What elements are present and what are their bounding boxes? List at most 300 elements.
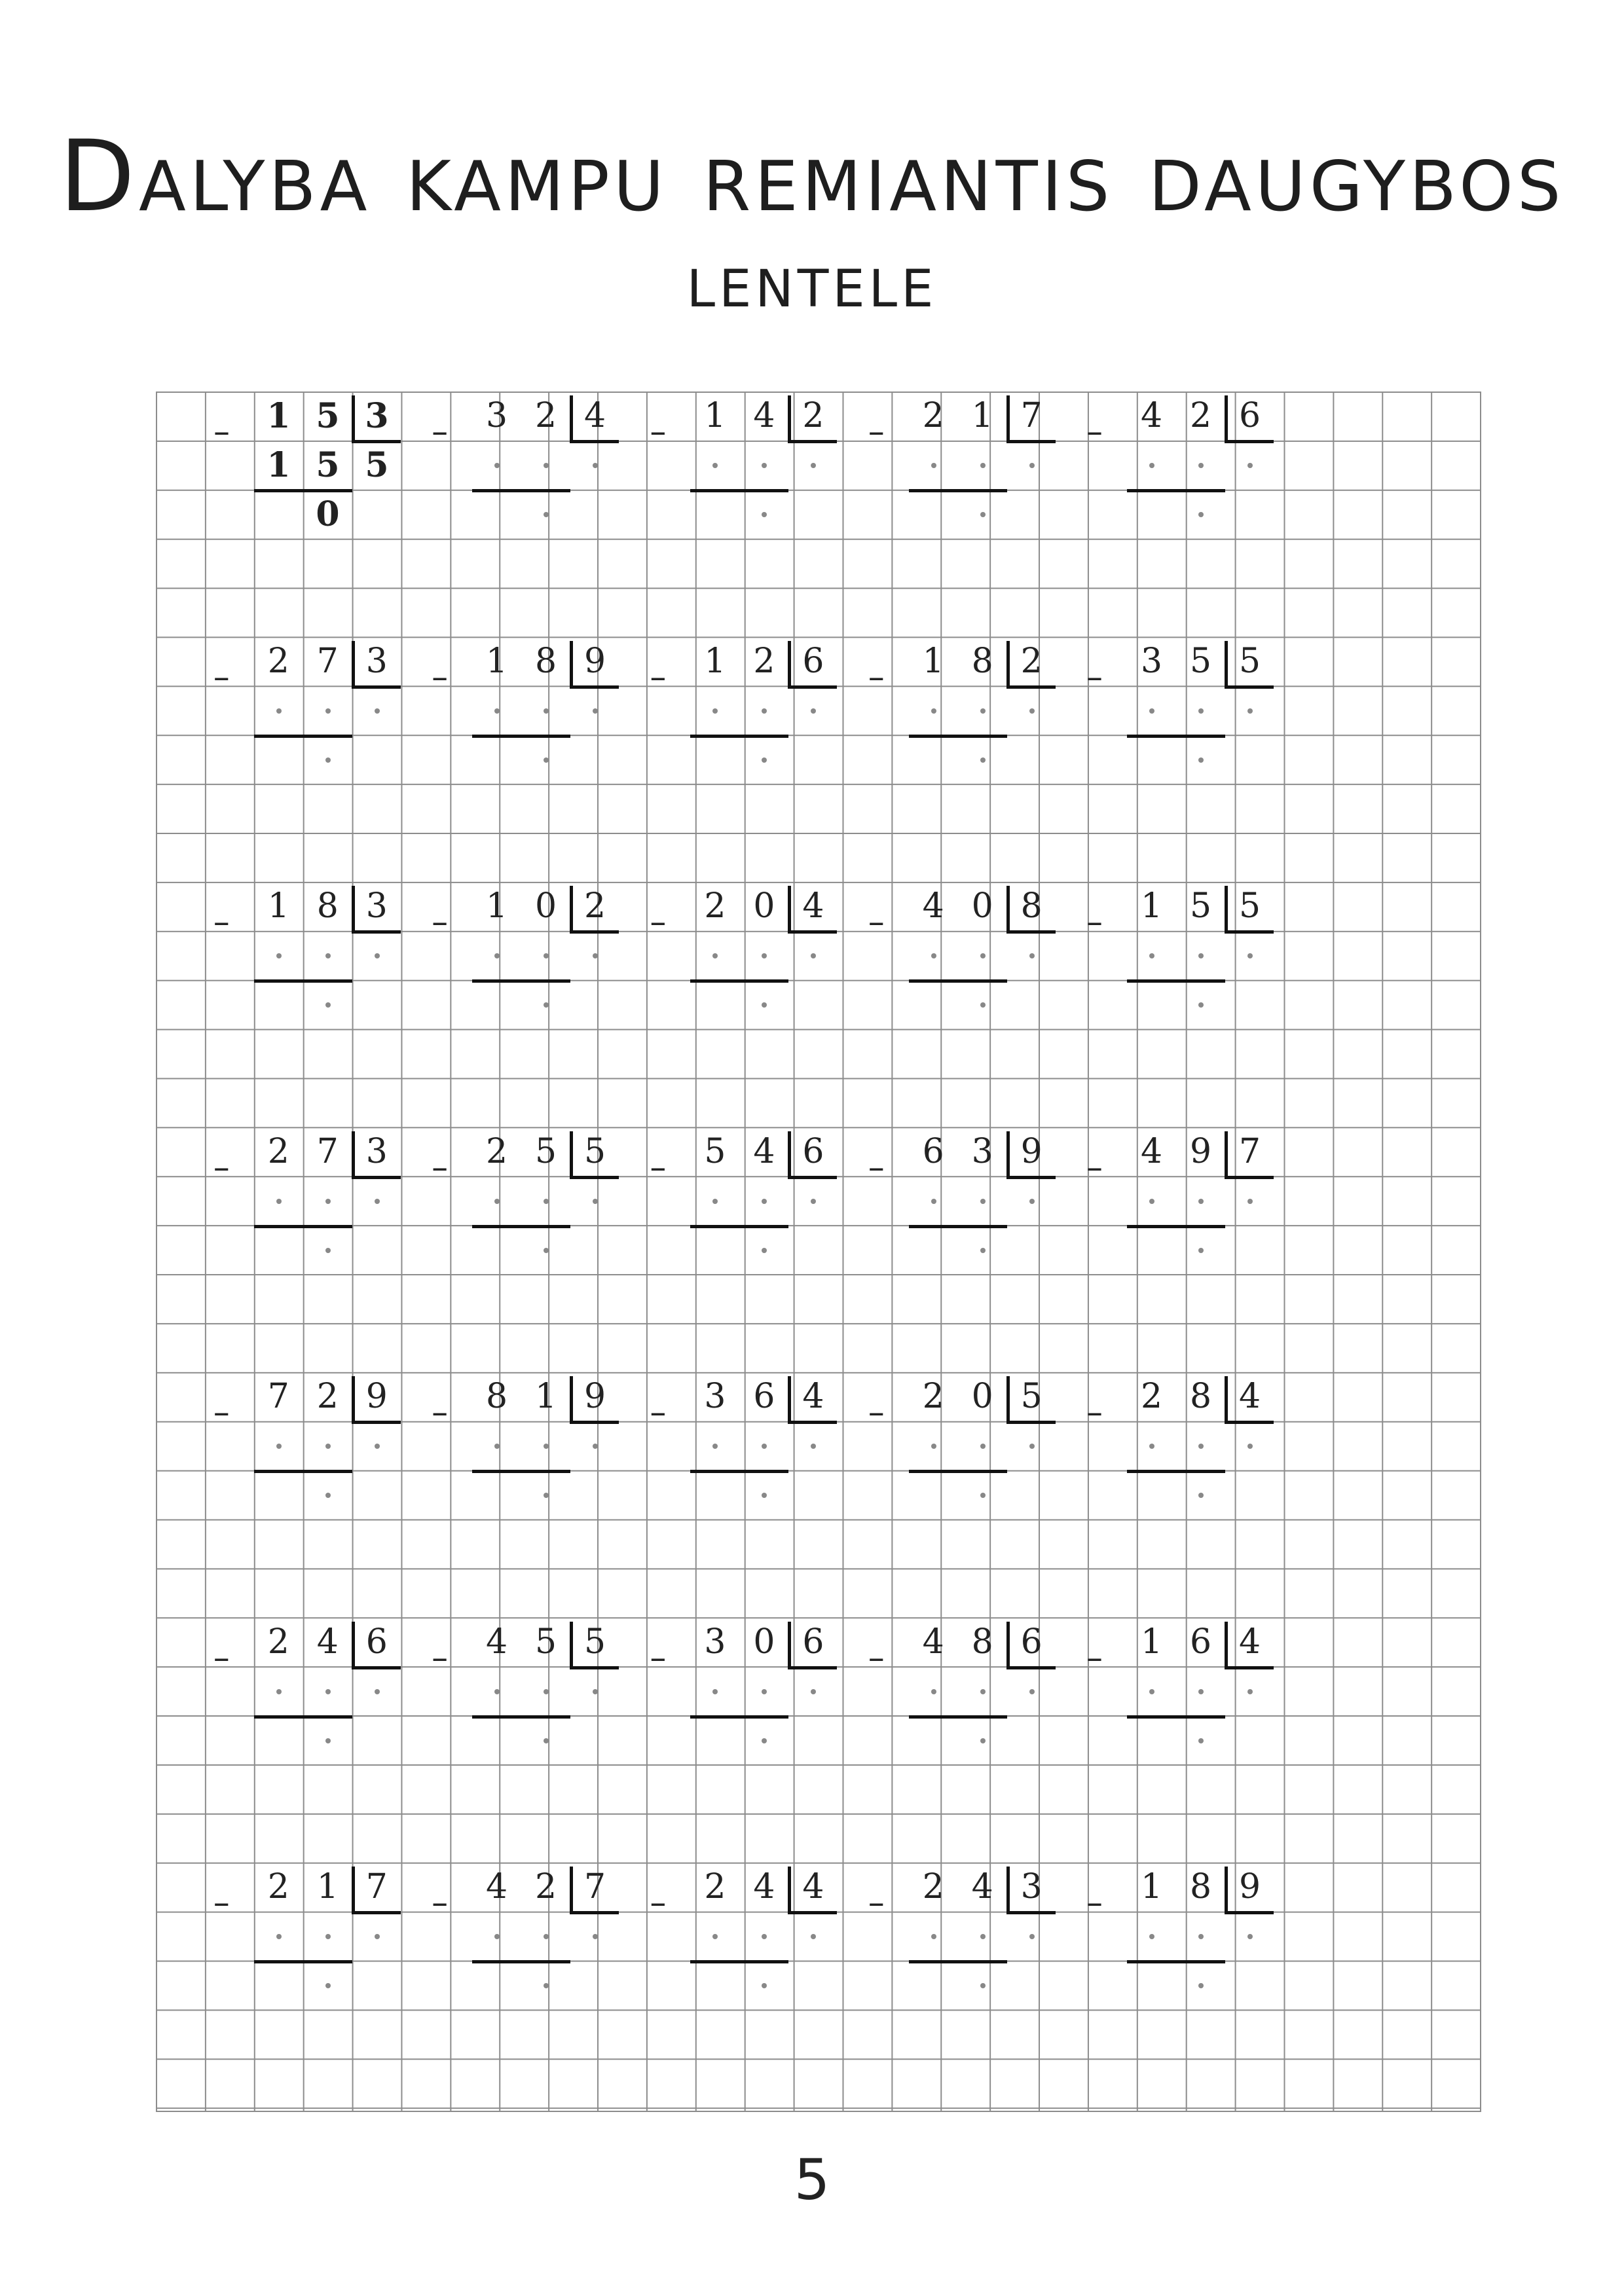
grid-paper [156, 392, 1481, 2112]
divisor-underline [570, 1421, 619, 1424]
dividend-digit: 0 [971, 886, 993, 926]
placeholder-dot [980, 1738, 986, 1743]
divisor: 8 [1020, 886, 1043, 926]
division-problem [868, 1618, 1105, 1765]
minus-sign: – [213, 1148, 230, 1186]
placeholder-dot [544, 708, 549, 714]
divisor-underline [1006, 440, 1056, 443]
division-bar [352, 886, 355, 933]
placeholder-dot [931, 1934, 936, 1939]
division-problem [1086, 1127, 1323, 1275]
subtraction-line [254, 979, 352, 983]
divisor-underline [1006, 1421, 1056, 1424]
subtraction-line [472, 489, 570, 492]
placeholder-dot [1198, 1248, 1204, 1253]
division-bar [1006, 1376, 1010, 1423]
divisor: 9 [584, 641, 606, 681]
division-bar [352, 1376, 355, 1423]
placeholder-dot [980, 1983, 986, 1988]
minus-sign: – [432, 903, 449, 941]
divisor: 5 [1020, 1377, 1043, 1416]
dividend-digit: 4 [486, 1867, 508, 1906]
placeholder-dot [1198, 1689, 1204, 1694]
subtraction-line [1127, 1470, 1225, 1473]
subtraction-line [909, 1470, 1007, 1473]
placeholder-dot [325, 1444, 331, 1449]
dividend-digit: 3 [486, 396, 508, 435]
division-bar [1006, 1622, 1010, 1669]
divisor-underline [352, 685, 401, 689]
placeholder-dot [544, 463, 549, 468]
divisor-underline [1006, 1666, 1056, 1669]
placeholder-dot [593, 708, 598, 714]
divisor: 7 [1020, 396, 1043, 435]
remainder: 0 [316, 494, 340, 534]
placeholder-dot [325, 1983, 331, 1988]
division-problem [1086, 1372, 1323, 1520]
divisor-underline [352, 1176, 401, 1179]
placeholder-dot [980, 1002, 986, 1008]
placeholder-dot [1247, 708, 1253, 714]
subtraction-line [909, 489, 1007, 492]
placeholder-dot [544, 953, 549, 958]
dividend-digit: 5 [704, 1131, 726, 1171]
placeholder-dot [276, 1934, 282, 1939]
dividend-digit: 0 [753, 1622, 775, 1662]
division-problem [868, 637, 1105, 784]
subtraction-line [1127, 1715, 1225, 1719]
divisor: 2 [584, 886, 606, 926]
placeholder-dot [1149, 708, 1154, 714]
divisor: 4 [584, 396, 606, 435]
dividend-digit: 7 [267, 1377, 289, 1416]
subtraction-line [909, 1960, 1007, 1963]
dividend-digit: 8 [971, 641, 993, 681]
placeholder-dot [1029, 1689, 1035, 1694]
placeholder-dot [762, 463, 767, 468]
division-bar [570, 395, 573, 443]
dividend-digit: 3 [704, 1377, 726, 1416]
subtraction-line [909, 979, 1007, 983]
divisor: 6 [802, 1622, 824, 1662]
placeholder-dot [325, 1002, 331, 1008]
dividend-digit: 4 [753, 396, 775, 435]
placeholder-dot [593, 1934, 598, 1939]
dividend-digit: 3 [1140, 641, 1163, 681]
division-bar [1006, 395, 1010, 443]
division-bar [788, 641, 791, 688]
placeholder-dot [544, 757, 549, 763]
divisor-underline [570, 1911, 619, 1914]
subtraction-line [690, 735, 788, 738]
placeholder-dot [375, 1199, 380, 1204]
minus-sign: – [868, 1148, 885, 1186]
placeholder-dot [931, 708, 936, 714]
placeholder-dot [276, 1689, 282, 1694]
placeholder-dot [375, 708, 380, 714]
placeholder-dot [325, 1199, 331, 1204]
placeholder-dot [712, 463, 718, 468]
dividend-digit: 2 [316, 1377, 339, 1416]
dividend-digit: 8 [1189, 1377, 1212, 1416]
divisor: 9 [584, 1377, 606, 1416]
placeholder-dot [712, 1934, 718, 1939]
divisor: 3 [365, 641, 388, 681]
subtraction-line [909, 1225, 1007, 1228]
subtraction-line [472, 1470, 570, 1473]
division-problem [213, 1127, 451, 1275]
placeholder-dot [544, 1002, 549, 1008]
placeholder-dot [762, 1444, 767, 1449]
dividend-digit: 8 [535, 641, 557, 681]
division-problem [213, 1863, 451, 2010]
division-problem [432, 637, 669, 784]
placeholder-dot [931, 1689, 936, 1694]
division-problem [213, 882, 451, 1029]
page-title-line2: lentele [686, 239, 938, 324]
division-bar [352, 395, 355, 443]
dividend-digit: 0 [971, 1377, 993, 1416]
placeholder-dot [494, 1199, 500, 1204]
subtraction-line [1127, 1960, 1225, 1963]
minus-sign: – [1086, 1884, 1103, 1922]
subtraction-line [254, 1470, 352, 1473]
placeholder-dot [593, 1444, 598, 1449]
division-bar [1225, 886, 1228, 933]
placeholder-dot [276, 1199, 282, 1204]
divisor-underline [1006, 930, 1056, 934]
division-bar [788, 1376, 791, 1423]
placeholder-dot [494, 1934, 500, 1939]
placeholder-dot [931, 1199, 936, 1204]
placeholder-dot [593, 463, 598, 468]
placeholder-dot [1149, 1934, 1154, 1939]
placeholder-dot [1029, 1934, 1035, 1939]
placeholder-dot [980, 1199, 986, 1204]
division-problem [650, 882, 887, 1029]
dividend-digit: 2 [704, 886, 726, 926]
placeholder-dot [811, 1199, 816, 1204]
dividend-digit: 6 [1189, 1622, 1212, 1662]
divisor: 6 [1020, 1622, 1043, 1662]
placeholder-dot [494, 463, 500, 468]
subtraction-line [472, 979, 570, 983]
division-bar [788, 1622, 791, 1669]
placeholder-dot [1149, 953, 1154, 958]
minus-sign: – [650, 1393, 667, 1431]
placeholder-dot [980, 708, 986, 714]
placeholder-dot [980, 1248, 986, 1253]
subtraction-line [690, 1470, 788, 1473]
division-problem [432, 1863, 669, 2010]
placeholder-dot [980, 512, 986, 517]
dividend-digit: 7 [316, 1131, 339, 1171]
placeholder-dot [712, 1689, 718, 1694]
placeholder-dot [325, 953, 331, 958]
placeholder-dot [712, 708, 718, 714]
subtraction-line [254, 1960, 352, 1963]
subtraction-line [472, 1225, 570, 1228]
placeholder-dot [593, 1199, 598, 1204]
quotient: 5 [365, 445, 389, 485]
placeholder-dot [811, 953, 816, 958]
minus-sign: – [868, 412, 885, 450]
placeholder-dot [1029, 463, 1035, 468]
dividend-digit: 5 [535, 1622, 557, 1662]
placeholder-dot [762, 953, 767, 958]
placeholder-dot [1247, 953, 1253, 958]
dividend-digit: 1 [267, 886, 289, 926]
divisor-underline [788, 1176, 837, 1179]
divisor: 9 [1238, 1867, 1261, 1906]
placeholder-dot [1029, 1199, 1035, 1204]
dividend-digit: 1 [1140, 1867, 1163, 1906]
divisor-underline [570, 1666, 619, 1669]
divisor: 3 [365, 396, 389, 436]
dividend-digit: 5 [316, 396, 340, 436]
placeholder-dot [931, 463, 936, 468]
minus-sign: – [213, 412, 230, 450]
division-bar [1225, 641, 1228, 688]
subtraction-line [1127, 1225, 1225, 1228]
dividend-digit: 8 [971, 1622, 993, 1662]
placeholder-dot [544, 1199, 549, 1204]
divisor-underline [788, 930, 837, 934]
placeholder-dot [762, 708, 767, 714]
minus-sign: – [432, 1393, 449, 1431]
divisor-underline [788, 1911, 837, 1914]
dividend-digit: 1 [704, 396, 726, 435]
division-problem [650, 1127, 887, 1275]
dividend-digit: 1 [486, 886, 508, 926]
dividend-digit: 1 [1140, 1622, 1163, 1662]
minus-sign: – [1086, 1148, 1103, 1186]
division-problem [650, 1372, 887, 1520]
placeholder-dot [1198, 757, 1204, 763]
minus-sign: – [213, 903, 230, 941]
divisor: 7 [1238, 1131, 1261, 1171]
division-bar [1006, 886, 1010, 933]
placeholder-dot [325, 1738, 331, 1743]
divisor: 3 [365, 886, 388, 926]
dividend-digit: 1 [971, 396, 993, 435]
placeholder-dot [762, 1934, 767, 1939]
placeholder-dot [325, 1248, 331, 1253]
divisor-underline [352, 1421, 401, 1424]
dividend-digit: 2 [267, 641, 289, 681]
division-problem [1086, 637, 1323, 784]
minus-sign: – [1086, 412, 1103, 450]
dividend-digit: 5 [1189, 641, 1212, 681]
placeholder-dot [980, 1493, 986, 1498]
division-bar [1225, 395, 1228, 443]
division-bar [352, 1131, 355, 1178]
dividend-digit: 2 [1189, 396, 1212, 435]
dividend-digit: 5 [1189, 886, 1212, 926]
divisor: 5 [1238, 641, 1261, 681]
page-title-line1: Dalyba kampu remiantis daugybos [59, 120, 1565, 234]
placeholder-dot [811, 708, 816, 714]
division-bar [352, 1867, 355, 1914]
dividend-digit: 2 [267, 1131, 289, 1171]
division-problem [432, 1618, 669, 1765]
dividend-digit: 1 [535, 1377, 557, 1416]
division-problem [868, 882, 1105, 1029]
placeholder-dot [544, 512, 549, 517]
minus-sign: – [1086, 903, 1103, 941]
division-problem [868, 1127, 1105, 1275]
placeholder-dot [544, 1689, 549, 1694]
subtraction-line [909, 735, 1007, 738]
minus-sign: – [432, 657, 449, 696]
placeholder-dot [1198, 1444, 1204, 1449]
dividend-digit: 1 [316, 1867, 339, 1906]
division-problem [650, 1863, 887, 2010]
dividend-digit: 4 [753, 1867, 775, 1906]
minus-sign: – [213, 1393, 230, 1431]
divisor: 6 [1238, 396, 1261, 435]
divisor-underline [1225, 685, 1274, 689]
placeholder-dot [811, 1689, 816, 1694]
divisor-underline [1225, 1421, 1274, 1424]
dividend-digit: 2 [486, 1131, 508, 1171]
subtraction-line [690, 1960, 788, 1963]
division-problem [1086, 1863, 1323, 2010]
placeholder-dot [762, 512, 767, 517]
minus-sign: – [1086, 657, 1103, 696]
placeholder-dot [1247, 1199, 1253, 1204]
division-bar [570, 886, 573, 933]
placeholder-dot [1247, 463, 1253, 468]
division-bar [570, 1376, 573, 1423]
division-bar [788, 1131, 791, 1178]
divisor-underline [1225, 1176, 1274, 1179]
placeholder-dot [1198, 1493, 1204, 1498]
minus-sign: – [868, 1884, 885, 1922]
divisor-underline [1006, 685, 1056, 689]
divisor: 6 [365, 1622, 388, 1662]
subtraction-line [472, 1715, 570, 1719]
placeholder-dot [276, 953, 282, 958]
dividend-digit: 1 [486, 641, 508, 681]
placeholder-dot [1029, 708, 1035, 714]
placeholder-dot [375, 1444, 380, 1449]
divisor-underline [570, 685, 619, 689]
dividend-digit: 2 [922, 1867, 944, 1906]
minus-sign: – [432, 1148, 449, 1186]
divisor: 9 [1020, 1131, 1043, 1171]
divisor-underline [788, 440, 837, 443]
placeholder-dot [494, 1444, 500, 1449]
division-bar [1225, 1867, 1228, 1914]
division-bar [570, 1867, 573, 1914]
placeholder-dot [544, 1983, 549, 1988]
dividend-digit: 2 [535, 1867, 557, 1906]
placeholder-dot [1198, 463, 1204, 468]
placeholder-dot [544, 1493, 549, 1498]
dividend-digit: 9 [1189, 1131, 1212, 1171]
placeholder-dot [276, 1444, 282, 1449]
placeholder-dot [1198, 512, 1204, 517]
dividend-digit: 1 [704, 641, 726, 681]
division-problem [432, 392, 669, 539]
divisor: 6 [802, 641, 824, 681]
dividend-digit: 0 [535, 886, 557, 926]
division-problem [868, 1372, 1105, 1520]
dividend-digit: 2 [704, 1867, 726, 1906]
division-problem [650, 392, 887, 539]
minus-sign: – [213, 1638, 230, 1677]
divisor-underline [352, 1911, 401, 1914]
placeholder-dot [980, 953, 986, 958]
divisor-underline [788, 1421, 837, 1424]
division-bar [352, 641, 355, 688]
placeholder-dot [494, 708, 500, 714]
placeholder-dot [1029, 1444, 1035, 1449]
placeholder-dot [1198, 1002, 1204, 1008]
dividend-digit: 0 [753, 886, 775, 926]
placeholder-dot [1149, 1444, 1154, 1449]
divisor-underline [570, 1176, 619, 1179]
placeholder-dot [980, 757, 986, 763]
subtraction-line [1127, 735, 1225, 738]
placeholder-dot [375, 1934, 380, 1939]
divisor-underline [352, 930, 401, 934]
divisor: 5 [584, 1622, 606, 1662]
division-bar [352, 1622, 355, 1669]
placeholder-dot [1149, 1199, 1154, 1204]
placeholder-dot [762, 1199, 767, 1204]
divisor: 3 [365, 1131, 388, 1171]
placeholder-dot [325, 757, 331, 763]
placeholder-dot [1149, 463, 1154, 468]
placeholder-dot [544, 1444, 549, 1449]
division-problem [1086, 882, 1323, 1029]
divisor-underline [570, 440, 619, 443]
placeholder-dot [1247, 1444, 1253, 1449]
division-bar [1006, 1131, 1010, 1178]
minus-sign: – [213, 1884, 230, 1922]
dividend-digit: 4 [1140, 1131, 1163, 1171]
division-bar [570, 641, 573, 688]
division-problem [432, 1372, 669, 1520]
division-bar [1225, 1622, 1228, 1669]
minus-sign: – [432, 1638, 449, 1677]
placeholder-dot [1247, 1689, 1253, 1694]
dividend-digit: 6 [753, 1377, 775, 1416]
dividend-digit: 2 [753, 641, 775, 681]
minus-sign: – [432, 412, 449, 450]
divisor: 7 [584, 1867, 606, 1906]
subtraction-line [254, 1715, 352, 1719]
product-digit: 1 [267, 445, 291, 485]
divisor: 4 [1238, 1377, 1261, 1416]
dividend-digit: 4 [922, 886, 944, 926]
placeholder-dot [375, 953, 380, 958]
divisor: 5 [1238, 886, 1261, 926]
placeholder-dot [325, 708, 331, 714]
dividend-digit: 2 [267, 1867, 289, 1906]
page-number: 5 [794, 2147, 830, 2213]
divisor: 4 [802, 1867, 824, 1906]
divisor: 6 [802, 1131, 824, 1171]
minus-sign: – [432, 1884, 449, 1922]
placeholder-dot [544, 1934, 549, 1939]
placeholder-dot [712, 1444, 718, 1449]
subtraction-line [1127, 489, 1225, 492]
placeholder-dot [1149, 1689, 1154, 1694]
minus-sign: – [650, 1884, 667, 1922]
